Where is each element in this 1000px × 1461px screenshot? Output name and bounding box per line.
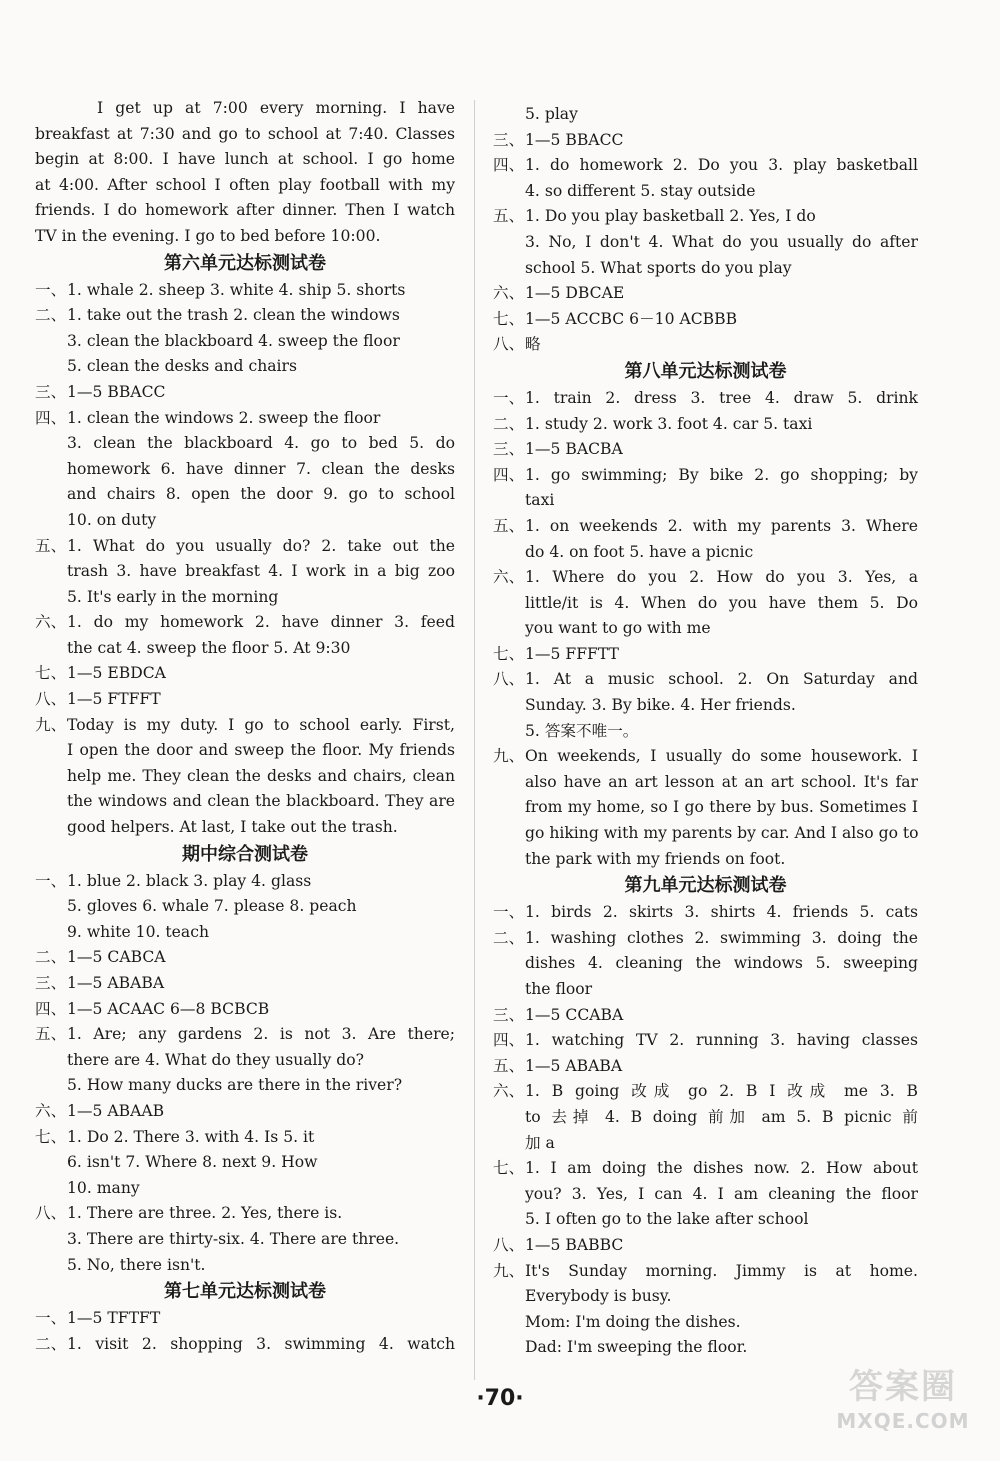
- answer-line: [493, 386, 918, 412]
- answer-text: 10. many: [67, 1178, 140, 1197]
- question-number: 五、: [493, 1056, 525, 1075]
- answer-text: school 5. What sports do you play: [525, 258, 792, 277]
- answer-text: 1. birds 2. skirts 3. shirts 4. friends 5. cats: [525, 903, 918, 922]
- answer-text: the cat 4. sweep the floor 5. At 9:30: [67, 638, 351, 657]
- answer-line: [35, 122, 455, 148]
- question-number: 七、: [493, 1159, 525, 1178]
- question-number: 七、: [35, 664, 67, 683]
- answer-line: [35, 1201, 455, 1227]
- answer-text: 1. B going 改成 go 2. B I 改成 me 3. B: [525, 1082, 918, 1101]
- answer-line: [35, 354, 455, 380]
- answer-line: [493, 153, 918, 179]
- question-number: 四、: [493, 465, 525, 484]
- answer-line: [35, 1048, 455, 1074]
- answer-text: 1. visit 2. shopping 3. swimming 4. watch: [67, 1334, 455, 1353]
- answer-line: [35, 457, 455, 483]
- answer-line: [493, 179, 918, 205]
- question-number: 二、: [35, 306, 67, 325]
- answer-text: On weekends, I usually do some housework. I: [525, 747, 918, 766]
- section-title: 第九单元达标测试卷: [624, 875, 787, 897]
- answer-line: [493, 1335, 918, 1361]
- answer-text: 5. clean the desks and chairs: [67, 357, 297, 376]
- answer-line: [35, 1176, 455, 1202]
- answer-line: [493, 1259, 918, 1285]
- answer-line: [493, 1105, 918, 1131]
- answer-text: the floor: [525, 980, 593, 998]
- answer-text: 1—5 ACCBC 6－10 ACBBB: [525, 309, 738, 328]
- question-number: 四、: [493, 156, 525, 175]
- question-number: 三、: [493, 130, 525, 149]
- watermark-logo: [828, 1365, 978, 1443]
- question-number: 二、: [35, 1334, 67, 1353]
- answer-line: [35, 1150, 455, 1176]
- question-number: 五、: [493, 207, 525, 226]
- question-number: 三、: [493, 440, 525, 459]
- answer-text: 5. gloves 6. whale 7. please 8. peach: [67, 897, 357, 916]
- answer-line: [35, 380, 455, 406]
- answer-line: [493, 770, 918, 796]
- answer-text: 4. so different 5. stay outside: [525, 181, 756, 200]
- answer-line: [35, 1125, 455, 1151]
- answer-text: 6. isn't 7. Where 8. next 9. How: [67, 1153, 318, 1172]
- answer-text: 1. train 2. dress 3. tree 4. draw 5. drink: [525, 388, 918, 407]
- left-column: [35, 96, 455, 1357]
- answer-text: It's Sunday morning. Jimmy is at home.: [525, 1261, 918, 1280]
- answer-text: and chairs 8. open the door 9. go to school: [67, 485, 455, 504]
- answer-line: [493, 1079, 918, 1105]
- answer-text: 1. I am doing the dishes now. 2. How about: [525, 1159, 918, 1178]
- answer-text: I get up at 7:00 every morning. I have: [97, 99, 455, 117]
- answer-line: [35, 1253, 455, 1279]
- answer-line: [493, 642, 918, 668]
- answer-line: [493, 744, 918, 770]
- answer-text: 1—5 FFFTT: [525, 644, 619, 663]
- answer-text: 1. do homework 2. Do you 3. play basketball: [525, 156, 918, 175]
- answer-line: [35, 559, 455, 585]
- answer-text: 3. clean the blackboard 4. go to bed 5. do: [67, 434, 455, 453]
- answer-text: 1. There are three. 2. Yes, there is.: [67, 1204, 343, 1223]
- watermark-text-top: 答案圈: [849, 1367, 957, 1407]
- answer-text: you want to go with me: [525, 619, 711, 638]
- answer-line: [493, 1207, 918, 1233]
- question-number: 一、: [35, 871, 67, 890]
- answer-text: 1—5 BBACC: [525, 130, 624, 149]
- question-number: 八、: [35, 690, 67, 709]
- section-title: 期中综合测试卷: [182, 843, 308, 865]
- question-number: 六、: [35, 613, 67, 632]
- answer-text: 5. play: [525, 105, 578, 123]
- question-number: 四、: [493, 1031, 525, 1050]
- answer-line: [35, 173, 455, 199]
- answer-line: [35, 815, 455, 841]
- answer-line: [35, 278, 455, 304]
- question-number: 一、: [35, 280, 67, 299]
- answer-text: 1—5 CCABA: [525, 1005, 624, 1024]
- answer-text: trash 3. have breakfast 4. I work in a big zoo: [67, 562, 455, 581]
- answer-text: to 去掉 4. B doing 前加 am 5. B picnic 前: [525, 1107, 918, 1126]
- answer-text: Today is my duty. I go to school early. First,: [67, 715, 455, 734]
- answer-line: [493, 488, 918, 514]
- answer-text: also have an art lesson at an art school. It's far: [525, 772, 918, 791]
- answer-line: [493, 1182, 918, 1208]
- question-number: 三、: [493, 1005, 525, 1024]
- answer-line: [493, 281, 918, 307]
- answer-line: [35, 713, 455, 739]
- question-number: 五、: [493, 516, 525, 535]
- question-number: 五、: [35, 536, 67, 555]
- answer-text: the windows and clean the blackboard. They are: [67, 792, 455, 811]
- answer-line: [493, 1003, 918, 1029]
- answer-line: [35, 198, 455, 224]
- answer-line: [493, 565, 918, 591]
- answer-text: little/it is 4. When do you have them 5. Do: [525, 593, 918, 612]
- answer-line: [493, 591, 918, 617]
- answer-line: [493, 616, 918, 642]
- question-number: 八、: [493, 670, 525, 689]
- answer-text: Dad: I'm sweeping the floor.: [525, 1338, 748, 1357]
- answer-line: [493, 437, 918, 463]
- answer-line: [493, 514, 918, 540]
- answer-line: [493, 667, 918, 693]
- answer-text: 1. washing clothes 2. swimming 3. doing the: [525, 928, 918, 947]
- question-number: 一、: [493, 388, 525, 407]
- answer-line: [35, 1332, 455, 1358]
- answer-text: Sunday. 3. By bike. 4. Her friends.: [525, 696, 796, 715]
- answer-text: 5. It's early in the morning: [67, 587, 279, 606]
- answer-line: [493, 307, 918, 333]
- answer-line: [493, 1054, 918, 1080]
- answer-line: [35, 406, 455, 432]
- answer-text: homework 6. have dinner 7. clean the desks: [67, 459, 455, 478]
- answer-text: 1. do my homework 2. have dinner 3. feed: [67, 613, 455, 632]
- answer-text: TV in the evening. I go to bed before 10:00.: [35, 226, 381, 245]
- answer-text: 1. Do 2. There 3. with 4. Is 5. it: [67, 1127, 315, 1146]
- answer-text: friends. I do homework after dinner. Then I watch: [35, 201, 455, 220]
- answer-line: [493, 412, 918, 438]
- page-number: ·70·: [476, 1386, 524, 1411]
- answer-line: [35, 1227, 455, 1253]
- question-number: 七、: [493, 644, 525, 663]
- answer-text: from my home, so I go there by bus. Sometimes I: [525, 798, 918, 817]
- answer-line: [35, 303, 455, 329]
- answer-text: begin at 8:00. I have lunch at school. I go home: [35, 150, 455, 169]
- right-column: [493, 102, 918, 1361]
- answer-text: 5. 答案不唯一。: [525, 721, 639, 740]
- answer-line: [35, 482, 455, 508]
- answer-line: [493, 1156, 918, 1182]
- answer-text: help me. They clean the desks and chairs, clean: [67, 766, 455, 785]
- answer-text: 1. blue 2. black 3. play 4. glass: [67, 871, 312, 890]
- answer-line: [35, 431, 455, 457]
- answer-text: 略: [525, 335, 541, 354]
- answer-line: [493, 795, 918, 821]
- question-number: 八、: [35, 1204, 67, 1223]
- answer-text: 1—5 EBDCA: [67, 664, 166, 683]
- answer-text: 1—5 ABABA: [525, 1056, 623, 1075]
- answer-text: 1. watching TV 2. running 3. having classes: [525, 1031, 918, 1050]
- answer-text: 1. on weekends 2. with my parents 3. Where: [525, 516, 918, 535]
- answer-text: the park with my friends on foot.: [525, 849, 786, 868]
- answer-line: [493, 1028, 918, 1054]
- question-number: 一、: [35, 1309, 67, 1328]
- question-number: 五、: [35, 1025, 67, 1044]
- answer-text: 1. What do you usually do? 2. take out the: [67, 536, 455, 555]
- answer-line: [493, 332, 918, 358]
- answer-text: Everybody is busy.: [525, 1287, 672, 1306]
- answer-line: [493, 821, 918, 847]
- answer-text: I open the door and sweep the floor. My friends: [67, 741, 455, 760]
- answer-text: 1. study 2. work 3. foot 4. car 5. taxi: [525, 414, 813, 433]
- answer-text: 1—5 ACAAC 6—8 BCBCB: [67, 999, 270, 1018]
- answer-line: [35, 738, 455, 764]
- answer-line: [493, 693, 918, 719]
- answer-line: [35, 96, 455, 122]
- answer-text: 1. Where do you 2. How do you 3. Yes, a: [525, 568, 918, 587]
- answer-line: [493, 1310, 918, 1336]
- question-number: 九、: [493, 1261, 525, 1280]
- answer-text: go hiking with my parents by car. And I also go to: [525, 824, 919, 843]
- question-number: 八、: [493, 335, 525, 354]
- answer-text: 5. I often go to the lake after school: [525, 1210, 809, 1229]
- answer-line: [35, 224, 455, 250]
- answer-line: [35, 329, 455, 355]
- answer-line: [35, 920, 455, 946]
- answer-line: [35, 1073, 455, 1099]
- answer-line: [35, 661, 455, 687]
- question-number: 三、: [35, 382, 67, 401]
- answer-text: good helpers. At last, I take out the trash.: [67, 818, 398, 837]
- answer-text: 5. No, there isn't.: [67, 1255, 206, 1274]
- question-number: 二、: [35, 948, 67, 967]
- answer-line: [35, 610, 455, 636]
- question-number: 七、: [493, 309, 525, 328]
- answer-line: [493, 256, 918, 282]
- answer-text: 1. whale 2. sheep 3. white 4. ship 5. shorts: [67, 280, 406, 299]
- answer-line: [35, 789, 455, 815]
- answer-text: 1. Do you play basketball 2. Yes, I do: [525, 207, 816, 226]
- section-title: 第六单元达标测试卷: [164, 252, 326, 274]
- answer-line: [493, 463, 918, 489]
- answer-line: [493, 540, 918, 566]
- answer-line: [35, 894, 455, 920]
- answer-text: taxi: [525, 491, 555, 510]
- question-number: 六、: [493, 284, 525, 303]
- answer-text: 加 a: [525, 1133, 555, 1152]
- answer-line: [493, 847, 918, 873]
- answer-text: 1—5 BACBA: [525, 440, 623, 459]
- section-title: 第八单元达标测试卷: [624, 360, 787, 382]
- answer-line: [35, 971, 455, 997]
- question-number: 一、: [493, 903, 525, 922]
- watermark-text-bottom: MXQE.COM: [836, 1409, 970, 1433]
- answer-text: 9. white 10. teach: [67, 922, 209, 941]
- answer-line: [35, 508, 455, 534]
- question-number: 三、: [35, 974, 67, 992]
- answer-line: [35, 764, 455, 790]
- answer-line: [493, 977, 918, 1003]
- question-number: 四、: [35, 408, 67, 427]
- answer-line: [493, 102, 918, 128]
- answer-text: there are 4. What do they usually do?: [67, 1050, 365, 1069]
- question-number: 四、: [35, 999, 67, 1018]
- answer-text: 3. There are thirty-six. 4. There are three.: [67, 1229, 400, 1248]
- answer-line: [493, 926, 918, 952]
- answer-text: do 4. on foot 5. have a picnic: [525, 542, 754, 561]
- answer-text: 10. on duty: [67, 510, 157, 529]
- answer-line: [35, 1022, 455, 1048]
- answer-line: [35, 945, 455, 971]
- answer-line: [493, 128, 918, 154]
- answer-text: 1. take out the trash 2. clean the windows: [67, 306, 400, 325]
- answer-text: 1—5 BABBC: [525, 1235, 624, 1254]
- answer-line: [35, 687, 455, 713]
- question-number: 八、: [493, 1235, 525, 1254]
- question-number: 二、: [493, 414, 525, 433]
- question-number: 九、: [493, 747, 525, 766]
- answer-text: you? 3. Yes, I can 4. I am cleaning the floor: [525, 1184, 918, 1203]
- answer-text: 1. At a music school. 2. On Saturday and: [525, 670, 918, 689]
- answer-text: 1. clean the windows 2. sweep the floor: [67, 408, 381, 427]
- answer-text: at 4:00. After school I often play football with my: [35, 175, 455, 194]
- answer-text: 5. How many ducks are there in the river?: [67, 1076, 403, 1095]
- answer-text: breakfast at 7:30 and go to school at 7:40. Classes: [35, 124, 455, 143]
- section-title: 第七单元达标测试卷: [164, 1281, 326, 1303]
- answer-text: 3. clean the blackboard 4. sweep the floor: [67, 331, 400, 350]
- answer-text: 1—5 DBCAE: [525, 284, 625, 303]
- answer-text: 1. go swimming; By bike 2. go shopping; by: [525, 465, 918, 484]
- question-number: 六、: [493, 1082, 525, 1101]
- answer-line: [493, 719, 918, 745]
- answer-line: [493, 900, 918, 926]
- answer-line: [493, 1131, 918, 1157]
- answer-line: [493, 1233, 918, 1259]
- answer-text: 1—5 ABAAB: [67, 1101, 165, 1120]
- answer-line: [493, 1284, 918, 1310]
- question-number: 九、: [35, 715, 67, 734]
- answer-line: [35, 869, 455, 895]
- answer-text: 1—5 CABCA: [67, 948, 166, 967]
- answer-line: [35, 147, 455, 173]
- question-number: 二、: [493, 928, 525, 947]
- answer-line: [35, 585, 455, 611]
- question-number: 七、: [35, 1127, 67, 1146]
- answer-text: Mom: I'm doing the dishes.: [525, 1312, 741, 1331]
- question-number: 六、: [493, 568, 525, 587]
- column-divider: [474, 100, 475, 1380]
- question-number: 六、: [35, 1101, 67, 1120]
- answer-text: 1—5 FTFFT: [67, 690, 161, 709]
- answer-line: [493, 230, 918, 256]
- answer-line: [35, 1306, 455, 1332]
- answer-line: [35, 997, 455, 1023]
- answer-text: 1. Are; any gardens 2. is not 3. Are there;: [67, 1025, 455, 1044]
- answer-text: dishes 4. cleaning the windows 5. sweeping: [525, 954, 918, 973]
- answer-line: [35, 1099, 455, 1125]
- answer-line: [493, 204, 918, 230]
- answer-line: [35, 636, 455, 662]
- answer-line: [35, 534, 455, 560]
- answer-text: 1—5 ABABA: [67, 974, 165, 992]
- answer-text: 3. No, I don't 4. What do you usually do after: [525, 232, 918, 251]
- answer-line: [493, 951, 918, 977]
- answer-text: 1—5 BBACC: [67, 382, 166, 401]
- answer-text: 1—5 TFTFT: [67, 1309, 161, 1328]
